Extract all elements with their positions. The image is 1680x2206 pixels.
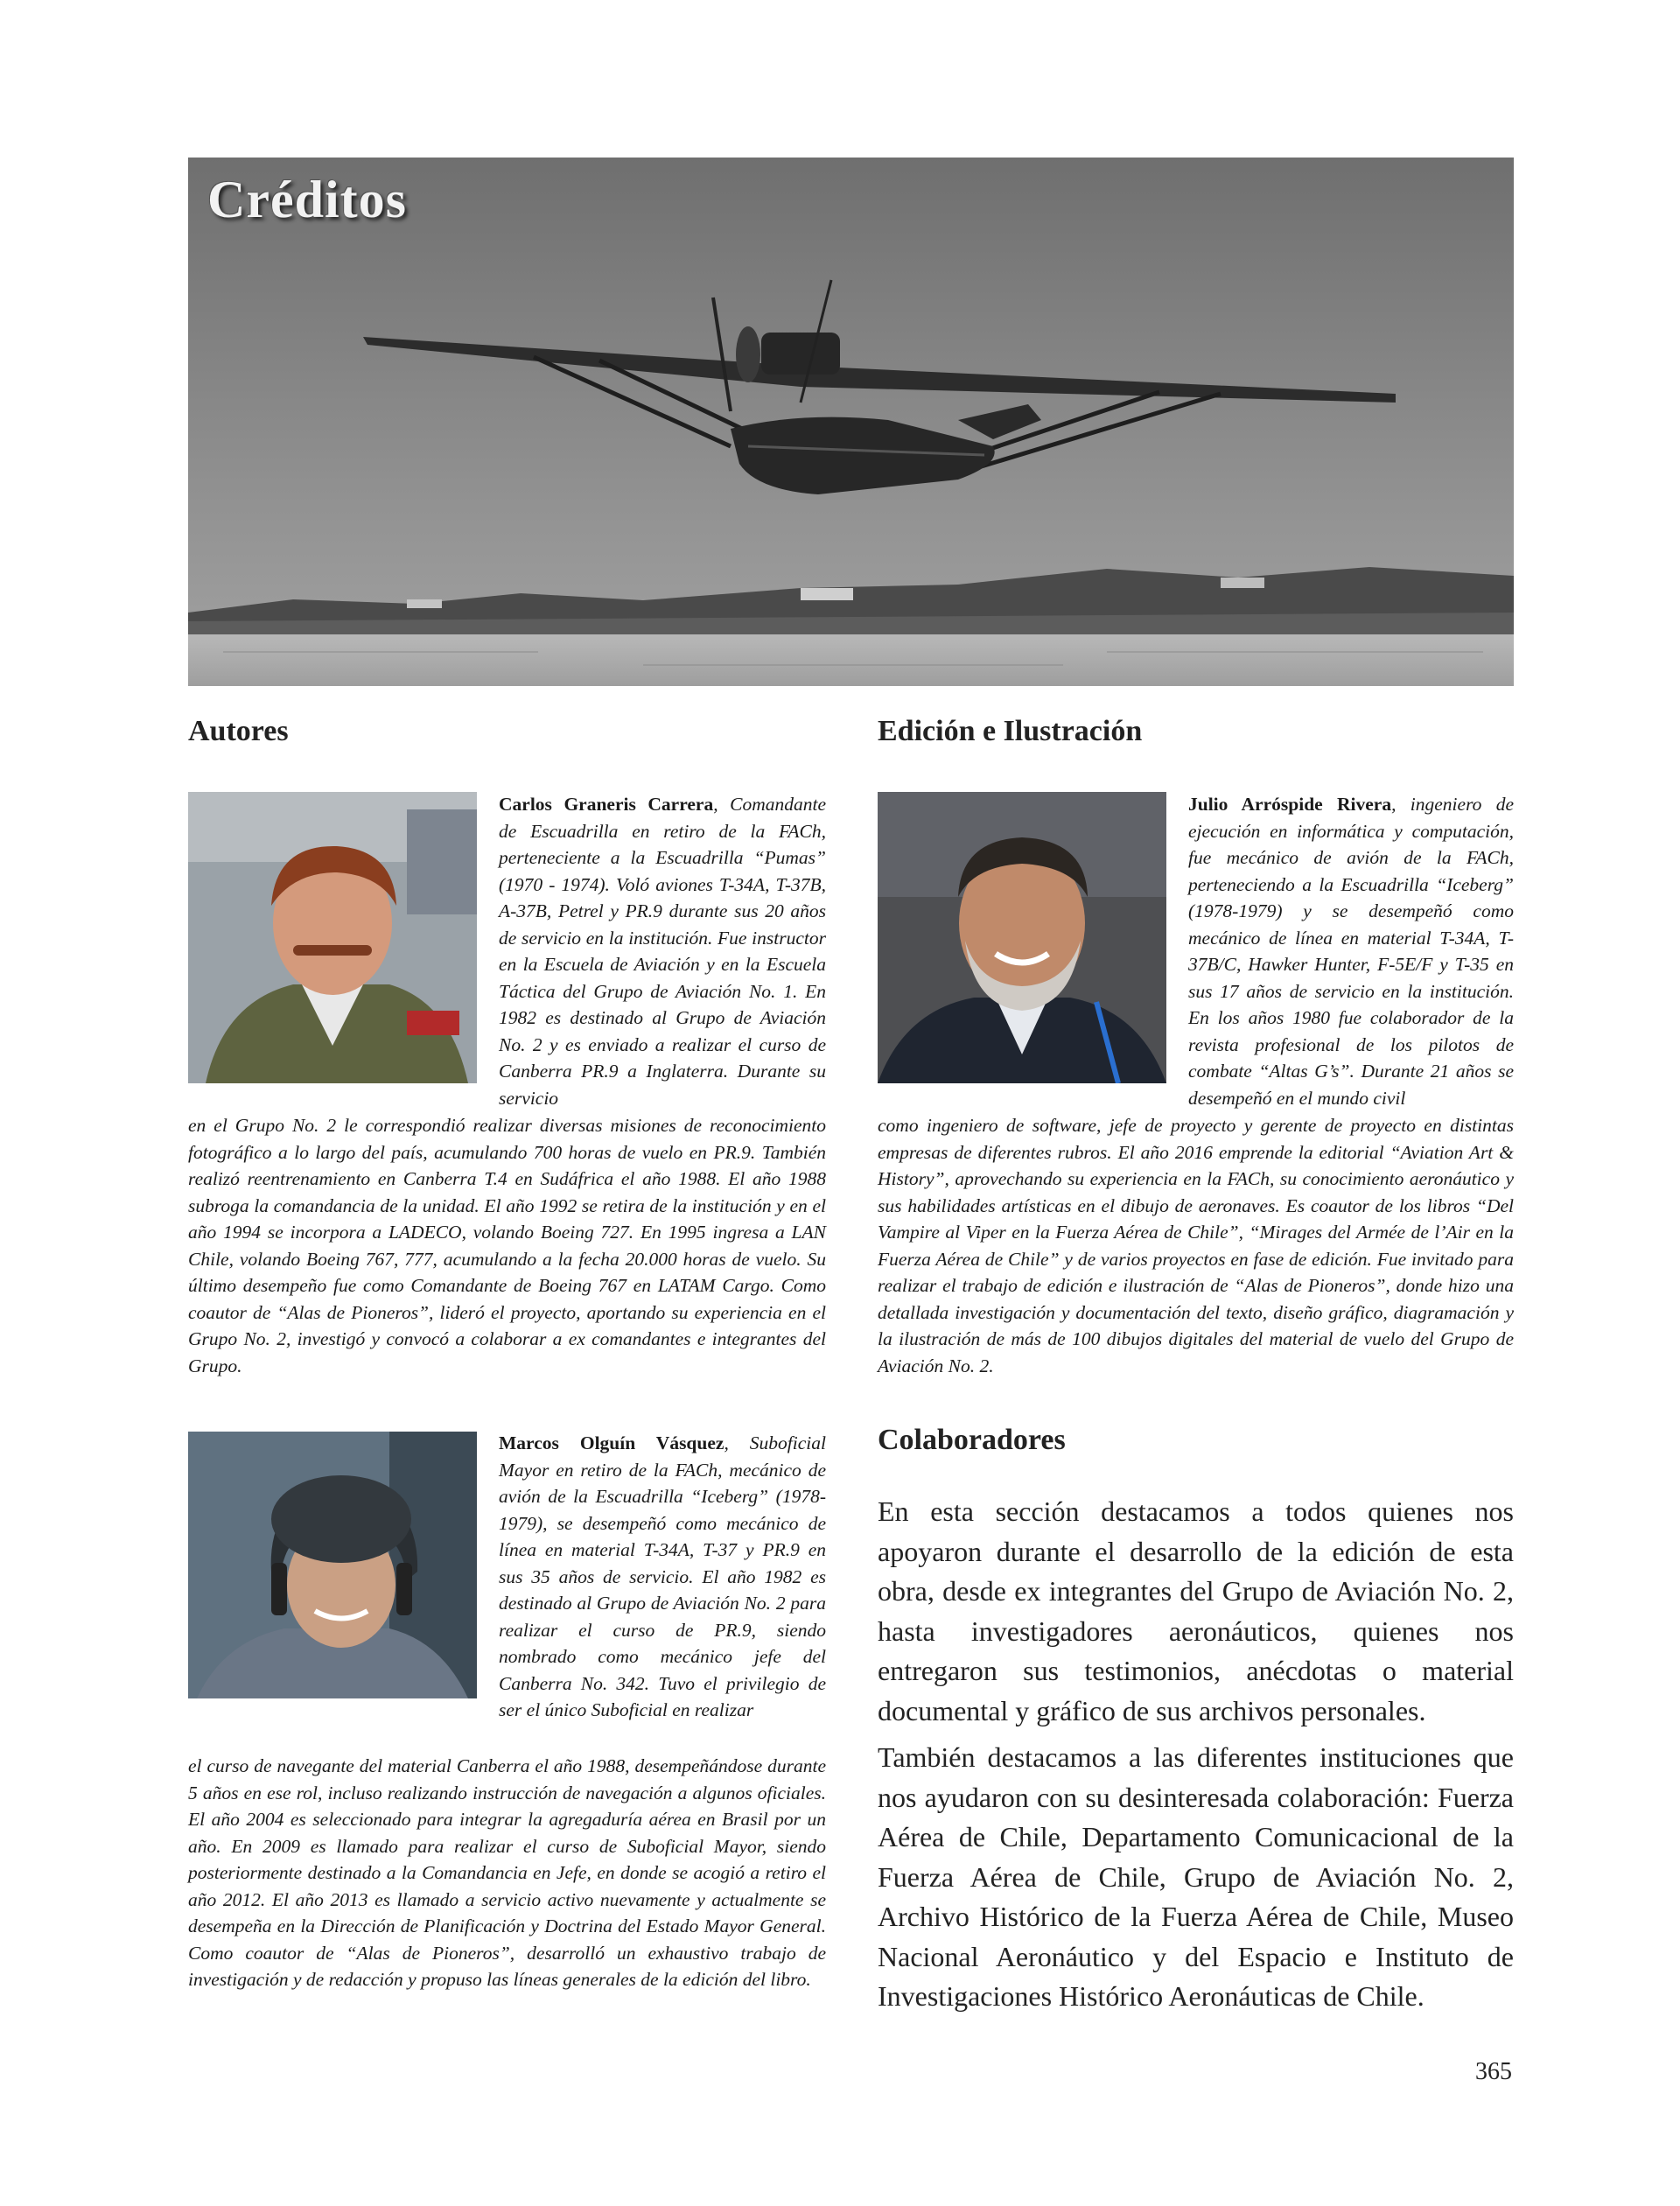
editor-name: Julio Arróspide Rivera [1188,794,1392,815]
heading-collaborators: Colaboradores [878,1424,1066,1456]
hero-photo [188,158,1514,686]
author1-bio-intro: Carlos Graneris Carrera, Comandante de Escuadrilla en retiro de la FACh, perteneciente a la Escuadrilla “Pumas” (1970 - 1974). Voló aviones T-34A, T-37B, A-37B, Petrel y PR.9 durante sus 20 años de servicio en la institución. Fue instructor en la Escuela de Aviación y en la Escuela Táctica del Grupo de Aviación No. 1. En 1982 es destinado al Grupo de Aviación No. 2 y es enviado a realizar el curso de Canberra PR.9 a Inglaterra. Durante su servicio [499,794,826,1109]
collaborators-paragraph-2: También destacamos a las diferentes instituciones que nos ayudaron con su desinteresada colaboración: Fuerza Aérea de Chile, Departamento Comunicacional de la Fuerza Aérea de Chile, Grupo de Aviación No. 2, Archivo Histórico de la Fuerza Aérea de Chile, Museo Nacional Aeronáutico y del Espacio e Instituto de Investigaciones Histórico Aeronáuticas de Chile. [878,1741,1514,2012]
author2-photo [188,1432,477,1698]
section-title: Créditos [207,171,407,228]
seaplane-illustration [188,158,1514,686]
page-number: 365 [1475,2058,1512,2085]
author2-bio-rest: el curso de navegante del material Canberra el año 1988, desempeñándose durante 5 años en ese rol, incluso realizando instrucción de navegación a algunos oficiales. El año 2004 es seleccionado para integrar la agregaduría aérea en Brasil por un año. En 2009 es llamado para realizar el curso de Suboficial Mayor, siendo posteriormente destinado a la Comandancia en Jefe, en donde se acogió a retiro el año 2012. El año 2013 es llamado a servicio activo nuevamente y actualmente se desempeña en la Dirección de Planificación y Doctrina del Estado Mayor General. Como coautor de “Alas de Pioneros”, desarrolló un exhaustivo trabajo de investigación y de redacción y propuso las líneas generales de la edición del libro. [188,1755,826,1990]
author2-name: Marcos Olguín Vásquez [499,1432,724,1453]
editor-bio-rest: como ingeniero de software, jefe de proyecto y gerente de proyecto en distintas empresas de diferentes rubros. El año 2016 emprende la editorial “Aviation Art & History”, aprovechando su experiencia en la FACh, su conocimiento aeronáutico y sus habilidades artísticas en el dibujo de aeronaves. Es coautor de los libros “Del Vampire al Viper en la Fuerza Aérea de Chile”, “Mirages del Armée de l’Air en la Fuerza Aérea de Chile” y de varios proyectos en fase de edición. Fue invitado para realizar el trabajo de edición e ilustración de “Alas de Pioneros”, donde hizo una detallada investigación y documentación del texto, diseño gráfico, diagramación y la ilustración de más de 100 dibujos digitales del material de vuelo del Grupo de Aviación No. 2. [878,1115,1514,1376]
author2-bio-intro: Marcos Olguín Vásquez, Suboficial Mayor en retiro de la FACh, mecánico de avión de la Escuadrilla “Iceberg” (1978-1979), se desempeñó como mecánico de línea en material T-34A, T-37 y PR.9 en sus 35 años de servicio. El año 1982 es destinado al Grupo de Aviación No. 2 para realizar el curso de PR.9, siendo nombrado como mecánico jefe del Canberra No. 342. Tuvo el privilegio de ser el único Suboficial en realizar [499,1432,826,1720]
author1-name: Carlos Graneris Carrera [499,794,714,815]
editor-photo [878,792,1166,1083]
editor-bio-intro: Julio Arróspide Rivera, ingeniero de ejecución en informática y computación, fue mecánico de avión de la FACh, perteneciendo a la Escuadrilla “Iceberg” (1978-1979) y se desempeñó como mecánico de línea en material T-34A, T-37B/C, Hawker Hunter, F-5E/F y T-35 en sus 17 años de servicio en la institución. En los años 1980 fue colaborador de la revista profesional de los pilotos de combate “Altas G’s”. Durante 21 años se desempeñó en el mundo civil [1188,794,1514,1109]
author1-photo [188,792,477,1083]
heading-authors: Autores [188,715,289,747]
collaborators-paragraph-1: En esta sección destacamos a todos quienes nos apoyaron durante el desarrollo de la edición de esta obra, desde ex integrantes del Grupo de Aviación No. 2, hasta investigadores aeronáuticos, quienes nos entregaron sus testimonios, anécdotas o material documental y gráfico de sus archivos personales. [878,1495,1514,1726]
author1-bio-rest: en el Grupo No. 2 le correspondió realizar diversas misiones de reconocimiento fotográfico a lo largo del país, acumulando 700 horas de vuelo en PR.9. También realizó reentrenamiento en Canberra T.4 en Sudáfrica el año 1988. El año 1988 subroga la comandancia de la unidad. El año 1992 se retira de la institución y en el año 1994 se incorpora a LADECO, volando Boeing 727. En 1995 ingresa a LAN Chile, volando Boeing 767, 777, acumulando a la fecha 20.000 horas de vuelo. Su último desempeño fue como Comandante de Boeing 767 en LATAM Cargo. Como coautor de “Alas de Pioneros”, lideró el proyecto, aportando su experiencia en el Grupo No. 2, investigó y convocó a colaborar a ex comandantes e integrantes del Grupo. [188,1115,826,1376]
heading-editing: Edición e Ilustración [878,715,1143,747]
